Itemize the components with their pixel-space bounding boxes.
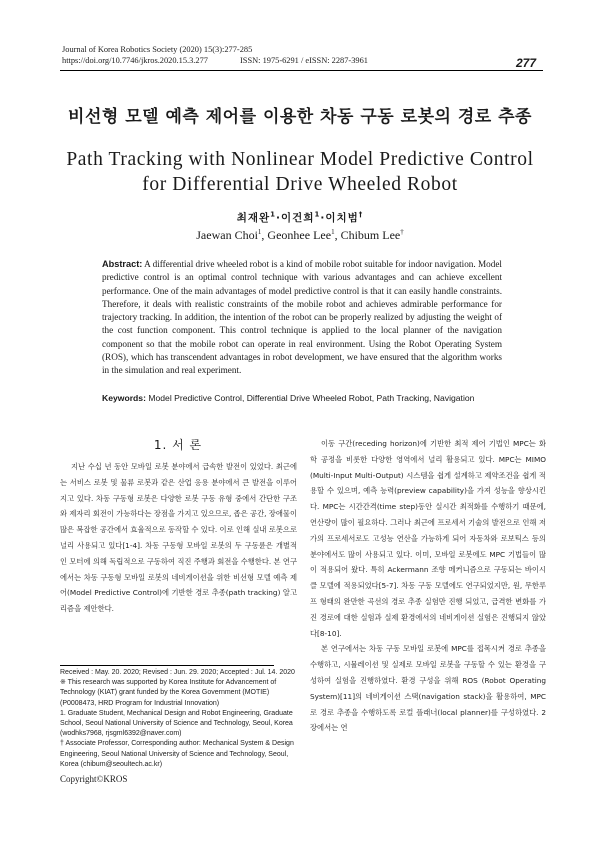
author-name: Geonhee Lee: [267, 228, 332, 242]
header-rule: [60, 70, 543, 71]
abstract-label: Abstract:: [102, 259, 143, 269]
footnote-rule: [60, 665, 274, 666]
body-paragraph: 지난 수십 년 동안 모바일 로봇 분야에서 급속한 발전이 있었다. 최근에는 서비스 로봇 및 물류 로봇과 같은 산업 응용 분야에서 큰 발전을 이루어지고 있다. 차동 구동형 로봇은 다양한 로봇 구동 유형 중에서 간단한 구조와 제자리 회전이 가능하다는 장점을 가지고 있으므로, 좁은 공간, 장애물이 많은 복잡한 공간에서 효율적으로 동작할 수 있다. 이로 인해 실내 로봇으로 널리 사용되고 있다[1-4]. 차동 구동형 모바일 로봇의 두 구동륜은 개별적인 모터에 의해 독립적으로 구동하여 직진 주행과 회전을 수행한다. 본 연구에서는 차동 구동형 모바일 로봇의 네비게이션을 위한 비선형 모델 예측 제어(Model Predictive Control)에 기반한 경로 추종(path tracking) 알고리즘을 제안한다.: [60, 462, 297, 614]
author-affiliation-mark: †: [400, 228, 404, 236]
body-paragraph: 본 연구에서는 차동 구동 모바일 로봇에 MPC를 접목시켜 경로 추종을 수행하고, 시뮬레이션 및 실제로 모바일 로봇을 구동할 수 있는 환경을 구성하여 실험을 진행하였다. 환경 구성을 위해 ROS (Robot Operating System)[11]의 네비게이션 스택(navigation stack)을 활용하여, MPC로 경로 추종을 수행하도록 로컬 플래너(local planner)를 구성하였다. 2장에서는 연: [310, 644, 546, 733]
author-affiliation-mark: 1: [257, 228, 262, 236]
authors-korean: [0, 210, 600, 225]
author-separator: ,: [261, 228, 268, 242]
body-left-column: [60, 459, 297, 617]
author-name: Jaewan Choi: [196, 228, 258, 242]
body-right-column: [310, 436, 546, 736]
doi-link[interactable]: https://doi.org/10.7746/jkros.2020.15.3.277: [62, 56, 208, 65]
section-heading: 1. 서 론: [153, 438, 203, 452]
korean-title: 비선형 모델 예측 제어를 이용한 차동 구동 로봇의 경로 추종: [68, 107, 532, 127]
keywords: [102, 393, 522, 403]
funding-note: ※ This research was supported by Korea Institute for Advancement of Technology (KIAT) grant funded by the Korea Government (MOTIE) (P0008473, HRD Program for Industrial Innovation): [60, 679, 277, 707]
keywords-text: Model Predictive Control, Differential Drive Wheeled Robot, Path Tracking, Navigation: [148, 393, 475, 403]
author-separator: ·: [320, 212, 326, 224]
english-title-line1: Path Tracking with Nonlinear Model Predictive Control: [66, 149, 534, 170]
authors-english: [0, 228, 600, 243]
author-affiliation-mark: †: [358, 210, 364, 219]
issn-line: ISSN: 1975-6291 / eISSN: 2287-3961: [240, 56, 368, 65]
author-separator: ,: [334, 228, 341, 242]
author-name: 최재완: [236, 212, 271, 224]
received-dates: Received : May. 20. 2020; Revised : Jun. 29. 2020; Accepted : Jul. 14. 2020: [60, 669, 295, 676]
author-name: 이치범: [325, 212, 359, 224]
author-affiliation-mark: 1: [270, 210, 277, 219]
author-affiliation-mark: 1: [331, 228, 335, 236]
page-number: 277: [516, 56, 537, 70]
author-separator: ·: [276, 212, 282, 224]
journal-citation: Journal of Korea Robotics Society (2020) 15(3):277-285: [62, 45, 253, 54]
author-affiliation-mark: 1: [314, 210, 321, 219]
abstract-text: A differential drive wheeled robot is a kind of mobile robot suitable for indoor navigation. Model predictive control is an optimal control technique with various advantages and can achieve excellent performance. One of the main advantages of model predictive control is that it can easily handle constraints. Therefore, it deals with realistic constraints of the mobile robot and achieves admirable performance for trajectory tracking. In addition, the intention of the robot can be properly realized by adjusting the weight of the cost function component. This control technique is applied to the local planner of the navigation component so that the mobile robot can operate in real environment. Using the Robot Operating System (ROS), which has transcendent advantages in robot development, we have ensured that the algorithm works in the simulation and real experiment.: [102, 259, 502, 376]
keywords-label: Keywords:: [102, 393, 146, 403]
footnotes: [60, 668, 296, 770]
author-name: Chibum Lee: [340, 228, 401, 242]
author-name: 이건희: [281, 212, 315, 224]
body-paragraph: 이동 구간(receding horizon)에 기반한 최적 제어 기법인 MPC는 화학 공정을 비롯한 다양한 영역에서 널리 활용되고 있다. MPC는 MIMO (Multi-Input Multi-Output) 시스템을 쉽게 설계하고 제약조건을 쉽게 적용할 수 있으며, 예측 능력(preview capability)을 가져 성능을 향상시킨다. MPC는 시간간격(time step)동안 실시간 최적화를 수행하기 때문에, 연산량이 많이 필요하다. 그러나 최근에 프로세서 기술의 발전으로 인해 저가의 프로세서로도 고성능 연산을 가능하게 되어 자동차와 로보틱스 등의 분야에서도 많이 사용되고 있다. 이미, 모바일 로봇에도 MPC 기법들이 많이 적용되어 왔다. 특히 Ackermann 조향 메커니즘으로 구동되는 바이시클 모델에 적용되었다[5-7]. 차동 구동 모델에도 연구되었지만, 원, 무한루프 형태의 완만한 곡선의 경로 추종 실험만 진행 되었고, 급격한 변화를 가진 경로에 대한 실험과 실제 환경에서의 네비게이션 실험은 진행되지 않았다[8-10].: [310, 439, 546, 638]
affiliation-note: 1. Graduate Student, Mechanical Design and Robot Engineering, Graduate School, Seoul National University of Science and Technology, Seoul, Korea (wodhks7968, rjsgml6392@naver.com): [60, 709, 293, 738]
english-title-line2: for Differential Drive Wheeled Robot: [142, 174, 458, 195]
copyright: Copyright©KROS: [60, 774, 128, 784]
corresponding-author-note: † Associate Professor, Corresponding author: Mechanical System & Design Engineering, Seoul National University of Science and Technology, Seoul, Korea (chibum@seoultech.ac.kr): [60, 740, 294, 768]
abstract: [102, 258, 502, 378]
